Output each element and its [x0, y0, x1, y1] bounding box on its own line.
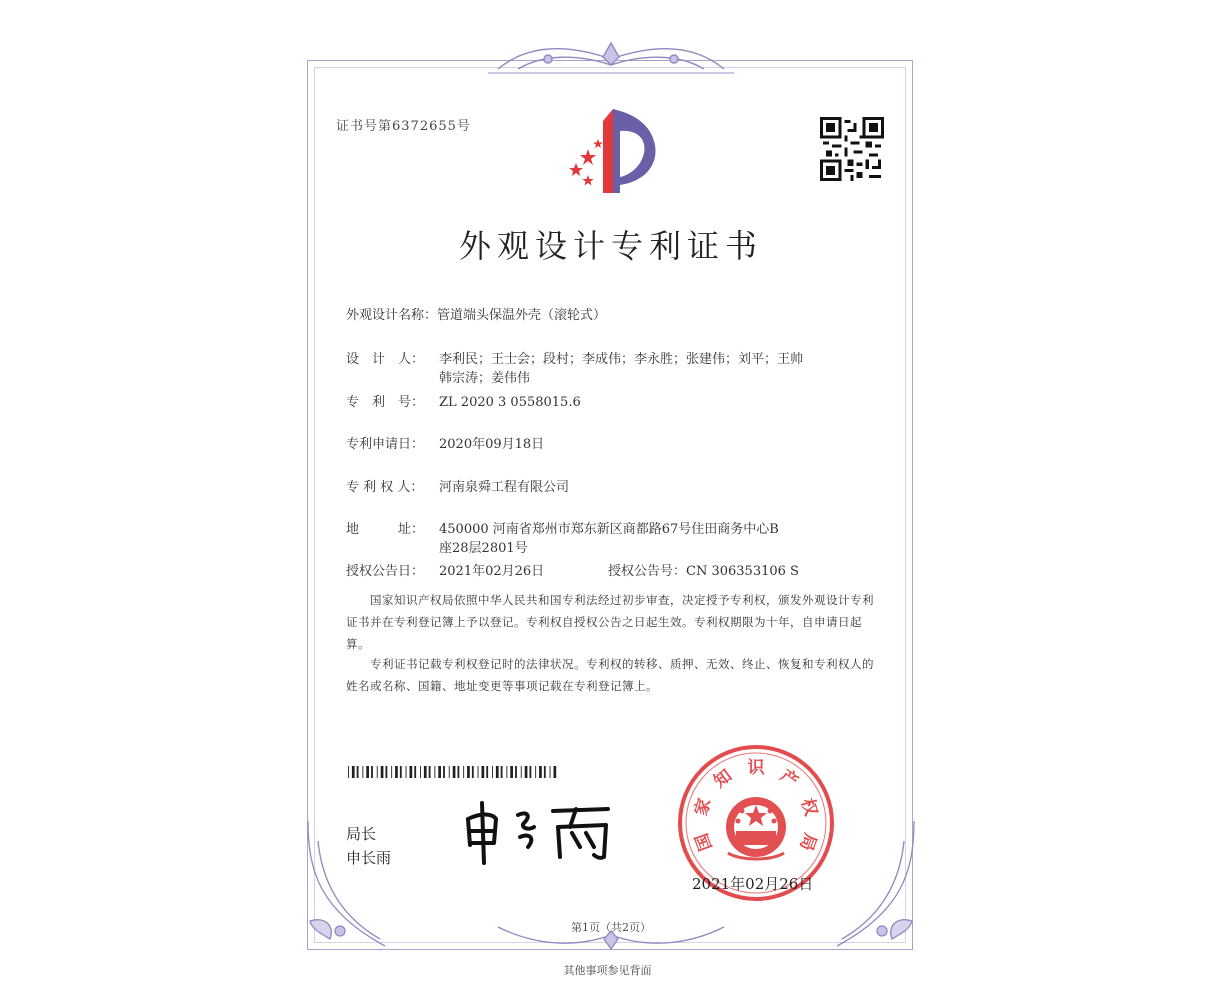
patent-no-label: 专 利 号：	[346, 395, 425, 410]
address-row	[346, 518, 779, 537]
patent-no-row	[346, 391, 581, 410]
handwritten-signature	[458, 797, 618, 867]
legal-paragraph-2: 专利证书记载专利权登记时的法律状况。专利权的转移、质押、无效、终止、恢复和专利权人的姓名或名称、国籍、地址变更等事项记载在专利登记簿上。	[346, 657, 874, 693]
patent-no-value: ZL 2020 3 0558015.6	[439, 395, 581, 410]
filing-date-value: 2020年09月18日	[439, 437, 545, 452]
svg-text:权: 权	[796, 796, 821, 819]
filing-date-row	[346, 433, 544, 452]
address-value-line2: 座28层2801号	[439, 541, 528, 556]
legal-paragraph-1: 国家知识产权局依照中华人民共和国专利法经过初步审查，决定授予专利权，颁发外观设计专利证书并在专利登记簿上予以登记。专利权自授权公告之日起生效。专利权期限为十年，自申请日起算。	[346, 593, 874, 651]
page-number: 第1页（共2页）	[571, 921, 651, 934]
signatory-title: 局长	[346, 825, 377, 843]
design-name-label: 外观设计名称：	[346, 308, 438, 323]
certificate-title: 外观设计专利证书	[458, 227, 763, 265]
qr-code-icon	[820, 117, 884, 181]
grant-no-row	[608, 560, 799, 579]
patentee-value: 河南泉舜工程有限公司	[439, 480, 570, 495]
top-ornament-icon	[488, 39, 734, 79]
certificate-number: 证书号第6372655号	[336, 119, 471, 134]
design-name-row	[346, 304, 606, 323]
svg-text:识: 识	[747, 758, 765, 778]
svg-text:知: 知	[710, 765, 736, 792]
seal-date: 2021年02月26日	[692, 875, 814, 893]
svg-text:家: 家	[691, 796, 716, 819]
designer-value-line2: 韩宗涛；姜伟伟	[439, 371, 531, 386]
designer-label: 设 计 人：	[346, 352, 425, 367]
designer-value-line1: 李利民；王士会；段村；李成伟；李永胜；张建伟；刘平；王帅	[439, 352, 804, 367]
patentee-row	[346, 476, 569, 495]
designer-row	[346, 348, 803, 367]
filing-date-label: 专利申请日：	[346, 437, 425, 452]
cnipa-logo-icon	[558, 101, 668, 201]
address-label: 地 址：	[346, 522, 425, 537]
footer-note: 其他事项参见背面	[563, 964, 652, 977]
svg-text:国: 国	[692, 830, 717, 854]
svg-text:产: 产	[776, 765, 802, 792]
svg-text:局: 局	[795, 830, 820, 854]
patentee-label: 专 利 权 人：	[346, 480, 424, 495]
grant-date-value: 2021年02月26日	[439, 564, 545, 579]
design-name-value: 管道端头保温外壳（滚轮式）	[437, 308, 607, 323]
signatory-name: 申长雨	[346, 849, 392, 867]
grant-date-row	[346, 560, 544, 579]
grant-date-label: 授权公告日：	[346, 564, 425, 579]
grant-no-label: 授权公告号：	[608, 564, 687, 579]
grant-no-value: CN 306353106 S	[686, 564, 799, 579]
barcode-icon	[348, 766, 558, 778]
address-value-line1: 450000 河南省郑州市郑东新区商都路67号住田商务中心B	[439, 522, 779, 537]
patent-certificate	[307, 60, 913, 950]
